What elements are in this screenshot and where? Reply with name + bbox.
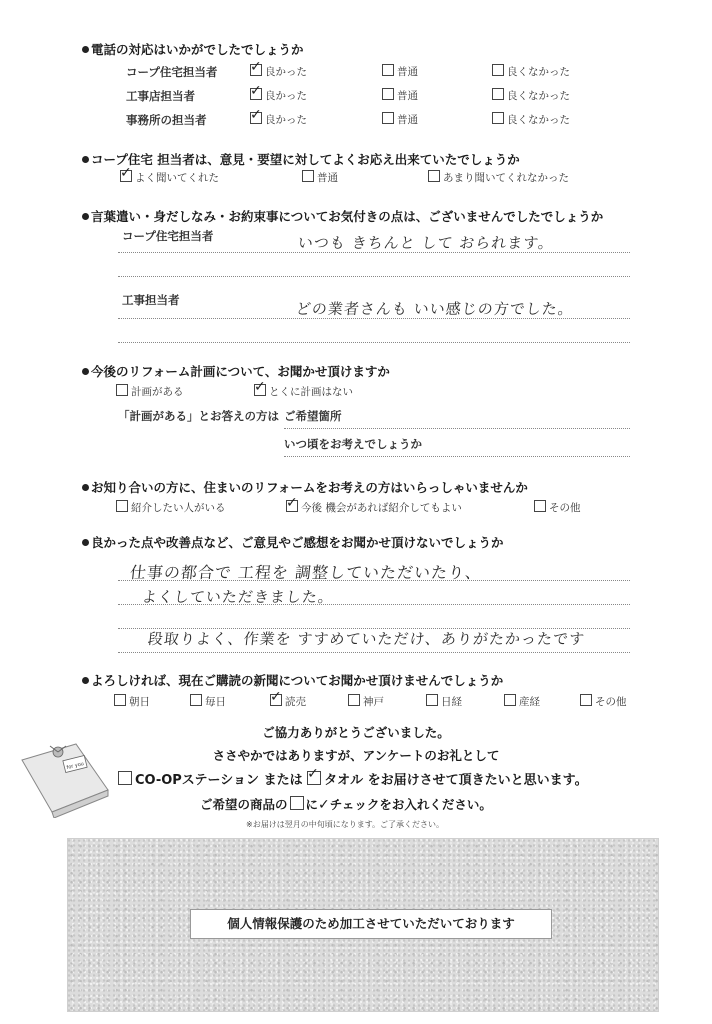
q1-office-normal[interactable]: 普通 (382, 112, 418, 127)
q6-answer-line-2[interactable]: よくしていただきました。 (141, 588, 335, 606)
q7-option-sankei[interactable]: 産経 (504, 694, 540, 709)
q4-option-has-plan[interactable]: 計画がある (116, 384, 184, 399)
answer-line (118, 604, 630, 605)
q4-option-no-plan[interactable]: ✓ とくに計画はない (254, 384, 353, 399)
checkbox-icon[interactable] (534, 500, 546, 512)
q5-option-want-introduce[interactable]: 紹介したい人がいる (116, 500, 226, 515)
q4-followup-label: 「計画がある」とお答えの方は (118, 409, 279, 423)
answer-line (118, 342, 630, 343)
delivery-note: ※お届けは翌月の中旬頃になります。ご了承ください。 (246, 820, 445, 829)
checkbox-icon[interactable] (250, 88, 262, 100)
answer-line[interactable] (284, 456, 630, 457)
closing-line-1: ご協力ありがとうございました。 (262, 725, 450, 740)
q7-option-mainichi[interactable]: 毎日 (190, 694, 226, 709)
q1-coop-good[interactable]: ✓ 良かった (250, 64, 307, 79)
q1-row-label-coop: コープ住宅担当者 (126, 65, 218, 79)
answer-line (118, 252, 630, 253)
q7-option-yomiuri[interactable]: ✓ 読売 (270, 694, 306, 709)
checkbox-icon[interactable] (120, 170, 132, 182)
q1-heading (82, 40, 304, 58)
checkbox-icon[interactable] (426, 694, 438, 706)
q5-option-maybe[interactable]: ✓ 今後 機会があれば紹介してもよい (286, 500, 462, 515)
q3-coop-answer[interactable]: いつも きちんと して おられます。 (297, 234, 556, 252)
q4-heading (82, 362, 390, 380)
q2-option-normal[interactable]: 普通 (302, 170, 338, 185)
q1-office-good[interactable]: ✓ 良かった (250, 112, 307, 127)
q1-coop-normal[interactable]: 普通 (382, 64, 418, 79)
q3-heading (82, 207, 603, 225)
q4-question: 今後のリフォーム計画について、お聞かせ頂けますか (91, 364, 390, 379)
q5-question: お知り合いの方に、住まいのリフォームをお考えの方はいらっしゃいませんか (91, 480, 528, 495)
q4-followup-when: いつ頃をお考えでしょうか (284, 437, 422, 451)
q7-option-kobe[interactable]: 神戸 (348, 694, 384, 709)
q1-koji-bad[interactable]: 良くなかった (492, 88, 570, 103)
checkbox-icon[interactable] (116, 384, 128, 396)
checkbox-icon[interactable] (580, 694, 592, 706)
q7-option-nikkei[interactable]: 日経 (426, 694, 462, 709)
checkmark-icon: ✓ (318, 797, 330, 813)
q6-answer-line-1[interactable]: 仕事の都合で 工程を 調整していただいたり、 (128, 563, 484, 582)
gift-tag-text: for you (66, 760, 85, 772)
closing-line-4: ご希望の商品の に✓チェックをお入れください。 (200, 797, 492, 813)
q7-question: よろしければ、現在ご購読の新聞についてお聞かせ頂けませんでしょうか (91, 673, 504, 688)
checkbox-icon[interactable] (250, 64, 262, 76)
q3-koji-label: 工事担当者 (122, 293, 180, 307)
q7-heading (82, 671, 503, 689)
q3-koji-answer[interactable]: どの業者さんも いい感じの方でした。 (295, 300, 575, 318)
answer-line (118, 580, 630, 581)
q6-question: 良かった点や改善点など、ご意見やご感想をお聞かせ頂けないでしょうか (91, 535, 504, 550)
q2-question: コープ住宅 担当者は、意見・要望に対してよくお応え出来ていたでしょうか (91, 152, 520, 167)
checkbox-icon[interactable] (114, 694, 126, 706)
checkbox-icon[interactable] (254, 384, 266, 396)
answer-line (118, 652, 630, 653)
q7-option-other[interactable]: その他 (580, 694, 627, 709)
q2-option-not-listened[interactable]: あまり聞いてくれなかった (428, 170, 569, 185)
closing-line-2: ささやかではありますが、アンケートのお礼として (212, 748, 500, 763)
checkbox-icon[interactable] (302, 170, 314, 182)
q1-office-bad[interactable]: 良くなかった (492, 112, 570, 127)
q6-answer-line-3[interactable]: 段取りよく、作業を すすめていただけ、ありがたかったです (147, 630, 586, 648)
answer-line[interactable] (284, 428, 630, 429)
q1-row-label-office: 事務所の担当者 (126, 113, 207, 127)
privacy-notice: 個人情報保護のため加工させていただいております (190, 909, 552, 939)
checkbox-icon[interactable] (504, 694, 516, 706)
checkbox-icon[interactable] (190, 694, 202, 706)
q4-followup-place: ご希望箇所 (284, 409, 342, 423)
closing-line-3: CO-OPステーション または ✓ タオル をお届けさせて頂きたいと思います。 (118, 769, 588, 788)
coop-station-checkbox[interactable] (118, 771, 132, 785)
checkbox-icon[interactable] (492, 64, 504, 76)
q1-coop-bad[interactable]: 良くなかった (492, 64, 570, 79)
checkbox-icon[interactable] (492, 88, 504, 100)
q1-koji-normal[interactable]: 普通 (382, 88, 418, 103)
checkbox-icon[interactable] (382, 64, 394, 76)
checkbox-icon[interactable] (492, 112, 504, 124)
checkbox-icon[interactable] (382, 88, 394, 100)
checkbox-icon[interactable] (270, 694, 282, 706)
q2-heading (82, 150, 520, 168)
q3-coop-label: コープ住宅担当者 (122, 229, 214, 243)
answer-line (118, 318, 630, 319)
checkbox-icon[interactable] (250, 112, 262, 124)
q1-question: 電話の対応はいかがでしたでしょうか (91, 42, 304, 57)
checkbox-icon[interactable] (286, 500, 298, 512)
sample-checkbox-icon (290, 796, 304, 810)
q5-heading (82, 478, 528, 496)
checkbox-icon[interactable] (428, 170, 440, 182)
q1-koji-good[interactable]: ✓ 良かった (250, 88, 307, 103)
answer-line (118, 276, 630, 277)
towel-checkbox[interactable] (307, 771, 321, 785)
q7-option-asahi[interactable]: 朝日 (114, 694, 150, 709)
checkbox-icon[interactable] (348, 694, 360, 706)
q2-option-listened[interactable]: ✓よく聞いてくれた (120, 170, 219, 185)
q5-option-other[interactable]: その他 (534, 500, 581, 515)
q6-heading (82, 533, 504, 551)
checkbox-icon[interactable] (116, 500, 128, 512)
q1-row-label-koji: 工事店担当者 (126, 89, 195, 103)
q3-question: 言葉遣い・身だしなみ・お約束事についてお気付きの点は、ございませんでしたでしょうか (91, 209, 604, 224)
checkbox-icon[interactable] (382, 112, 394, 124)
